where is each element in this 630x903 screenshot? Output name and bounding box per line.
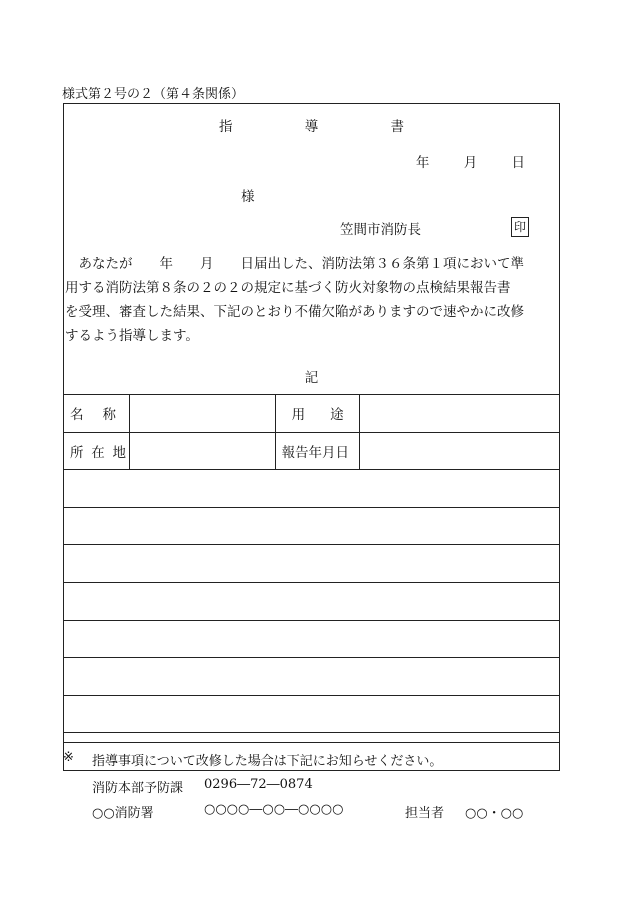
address-label: 在 [91,444,105,461]
station-phone: ○○○○―○○―○○○○ [204,802,344,817]
use-label: 途 [330,407,344,424]
name-label: 名 [70,407,84,424]
name-label: 称 [102,407,116,424]
month-label: 月 [463,155,478,171]
title-char: 指 [218,119,233,135]
name-label-cell [64,395,130,433]
address-label: 所 [70,444,84,461]
note-mark: ※ [63,750,74,765]
guidance-document [63,103,560,743]
note-text: 指導事項について改修した場合は下記にお知らせください。 [92,754,443,769]
item-field[interactable] [64,545,560,583]
item-field[interactable] [64,620,560,658]
seal-stamp: 印 [511,217,529,237]
document-title [64,115,559,135]
item-field[interactable] [64,507,560,545]
table-row [64,658,560,696]
use-label: 用 [291,407,306,424]
address-label-cell [64,432,130,470]
body-line: 用する消防法第８条の２の２の規定に基づく防火対象物の点検結果報告書 [65,280,511,296]
table-row [64,620,560,658]
table-row [64,470,560,508]
title-char: 書 [390,119,405,135]
body-text [65,252,561,348]
address-label: 地 [112,444,126,461]
dept-name: 消防本部予防課 [92,781,184,796]
dept-phone: 0296―72―0874 [204,777,313,792]
day-label: 日 [511,155,525,171]
item-field[interactable] [64,658,560,696]
name-field[interactable] [129,395,275,433]
person-label: 担当者 [405,806,445,821]
table-row [64,395,560,433]
table-row [64,695,560,733]
year-label: 年 [415,155,430,171]
report-date-field[interactable] [359,432,559,470]
inspection-table [63,394,560,771]
report-date-label: 報告年月日 [275,432,359,470]
item-field[interactable] [64,582,560,620]
person-name: ○○・○○ [465,806,524,821]
table-row [64,582,560,620]
station-name: ○○消防署 [92,806,154,821]
issuer-title: 笠間市消防長 [340,222,421,238]
use-label-cell [275,395,359,433]
address-field[interactable] [129,432,275,470]
form-caption: 様式第２号の２（第４条関係） [62,87,245,102]
addressee-suffix: 様 [241,189,255,205]
table-row [64,432,560,470]
use-field[interactable] [359,395,559,433]
ki-heading: 記 [304,370,319,386]
date-line [386,151,525,171]
body-line: あなたが 年 月 日届出した、消防法第３６条第１項において準 [65,256,524,272]
title-char: 導 [304,119,319,135]
body-line: するよう指導します。 [65,328,199,344]
table-row [64,545,560,583]
item-field[interactable] [64,695,560,733]
table-row [64,507,560,545]
body-line: を受理、審査した結果、下記のとおり不備欠陥がありますので速やかに改修 [65,304,524,320]
item-field[interactable] [64,470,560,508]
